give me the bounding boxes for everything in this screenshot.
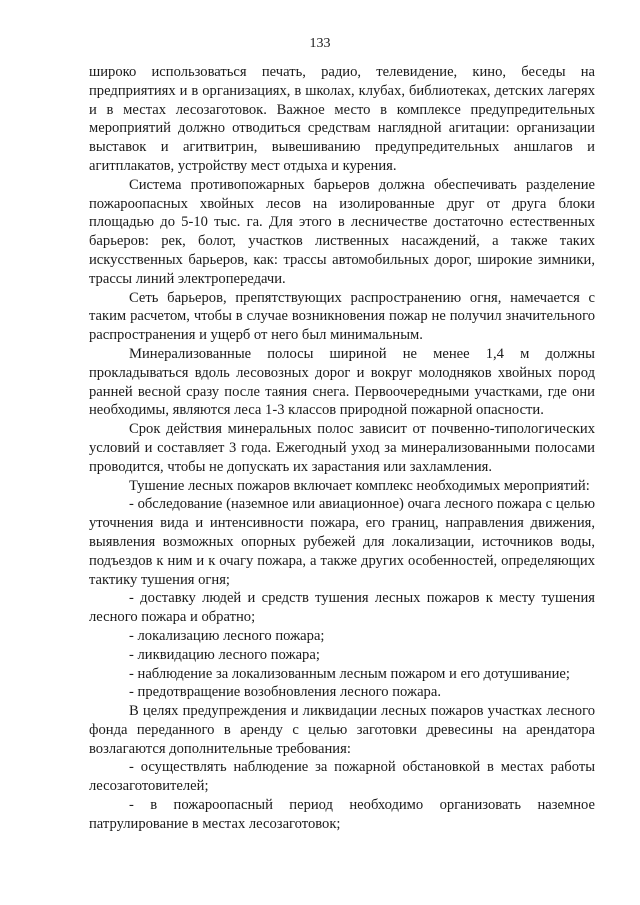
- paragraph-barrier-network: Сеть барьеров, препятствующих распространению огня, намечается с таким расчетом, чтобы в случае возникновения пожар не получил значительного распространения и ущерб от него был минимальным.: [89, 289, 595, 344]
- document-body: [89, 63, 595, 834]
- list-item: - обследование (наземное или авиационное) очага лесного пожара с целью уточнения вида и интенсивности пожара, его границ, направления движения, выявления возможных опорных рубежей для локализации, источников воды, подъездов к ним и к очагу пожара, а также других особенностей, определяющих тактику тушения огня;: [89, 496, 595, 588]
- list-item: - ликвидацию лесного пожара;: [129, 646, 320, 663]
- paragraph-continuation: широко использоваться печать, радио, телевидение, кино, беседы на предприятиях и в организациях, в школах, клубах, библиотеках, детских лагерях и в местах лесозаготовок. Важное место в комплексе предупредительных мероприятий должно отводиться средствам наглядной агитации: организации выставок и агитвитрин, вывешиванию предупредительных аншлагов и агитплакатов, устройству мест отдыха и курения.: [89, 64, 595, 174]
- list-item: - предотвращение возобновления лесного пожара.: [129, 684, 441, 701]
- paragraph-firebreak-system: Система противопожарных барьеров должна обеспечивать разделение пожароопасных хвойных лесов на изолированные друг от друга блоки площадью до 5-10 тыс. га. Для этого в лесничестве достаточно естественных барьеров: рек, болот, участков лиственных насаждений, а также таких искусственных барьеров, как: трассы автомобильных дорог, широкие зимники, трассы линий электропередачи.: [89, 176, 595, 287]
- paragraph-lessee-requirements: В целях предупреждения и ликвидации лесных пожаров участках лесного фонда переданного в аренду с целью заготовки древесины на арендатора возлагаются дополнительные требования:: [89, 703, 595, 757]
- list-item: - в пожароопасный период необходимо организовать наземное патрулирование в местах лесозаготовок;: [89, 797, 595, 832]
- page-number: 133: [309, 36, 331, 51]
- paragraph-firefighting-intro: Тушение лесных пожаров включает комплекс необходимых мероприятий:: [129, 477, 590, 494]
- list-item: - наблюдение за локализованным лесным пожаром и его дотушивание;: [129, 665, 570, 682]
- paragraph-strip-duration: Срок действия минеральных полос зависит от почвенно-типологических условий и составляет 3 года. Ежегодный уход за минерализованными полосами проводится, чтобы не допускать их зарастания или захламления.: [89, 421, 595, 475]
- paragraph-mineralized-strips: Минерализованные полосы шириной не менее 1,4 м должны прокладываться вдоль лесовозных дорог и вокруг молодняков хвойных пород ранней весной сразу после таяния снега. Первоочередными участками, где они необходимы, являются леса 1-3 классов природной пожарной опасности.: [89, 345, 595, 419]
- list-item: - осуществлять наблюдение за пожарной обстановкой в местах работы лесозаготовителей;: [89, 759, 595, 795]
- list-item: - локализацию лесного пожара;: [129, 627, 325, 644]
- list-item: - доставку людей и средств тушения лесных пожаров к месту тушения лесного пожара и обратно;: [89, 590, 595, 626]
